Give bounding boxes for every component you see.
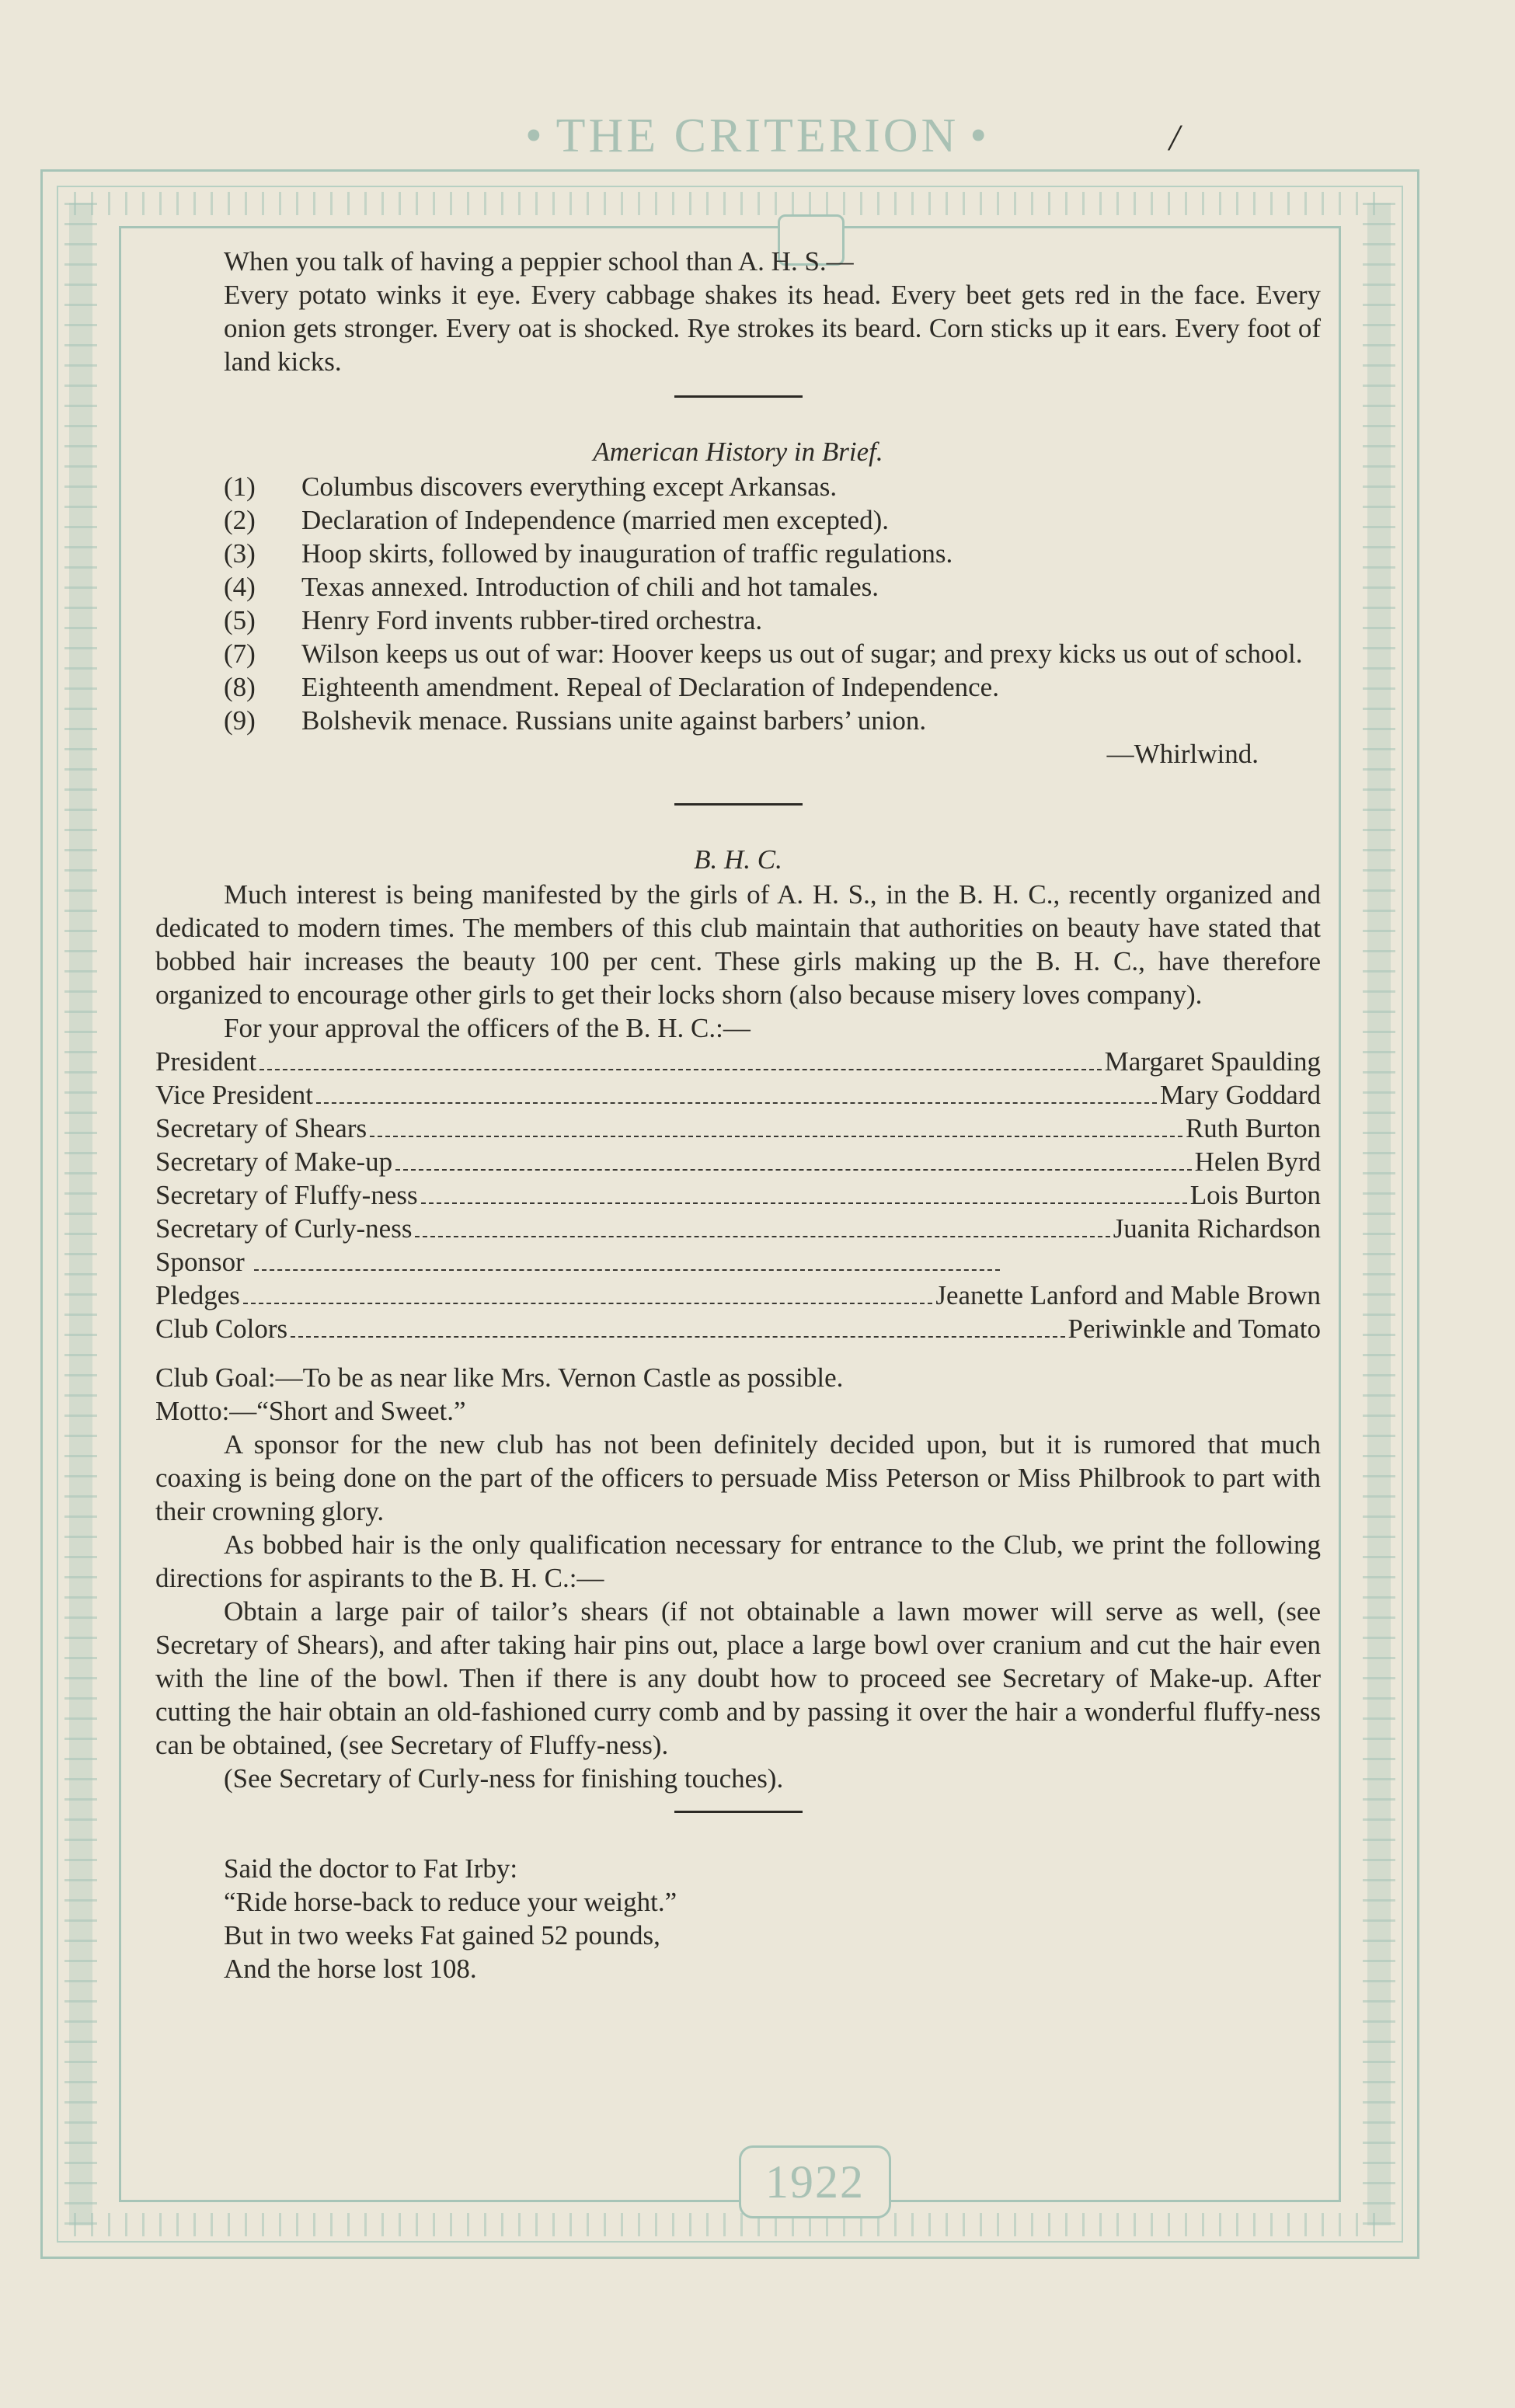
club-goal: Club Goal:—To be as near like Mrs. Vernon Castle as possible. bbox=[155, 1362, 844, 1393]
frame-band-left bbox=[64, 203, 97, 2225]
item-text: Declaration of Independence (married men excepted). bbox=[301, 505, 889, 535]
officer-row bbox=[155, 1245, 1321, 1279]
list-item bbox=[155, 537, 1321, 570]
officer-name: Ruth Burton bbox=[1185, 1113, 1321, 1143]
item-number: (5) bbox=[224, 605, 256, 635]
year-cartouche bbox=[739, 2145, 891, 2218]
list-item bbox=[155, 704, 1321, 737]
spacer bbox=[155, 1345, 1321, 1361]
officer-role: Pledges bbox=[155, 1280, 240, 1310]
dotted-leader bbox=[415, 1236, 1109, 1237]
bhc-paragraph-directions: Obtain a large pair of tailor’s shears (if not obtainable a lawn mower will serve as well, (see Secretary of Shears), and after taking hair pins out, place a large bowl over cranium and cut the hair even with the line of the bowl. Then if there is any doubt how to proceed see Secretary of Make-up. After cutting the hair obtain an old-fashioned curry comb and by passing it over the hair a wonderful fluffy-ness can be obtained, (see Secretary of Fluffy-ness). bbox=[155, 1596, 1321, 1760]
dotted-leader bbox=[316, 1102, 1157, 1104]
list-item bbox=[155, 470, 1321, 503]
officer-name: Juanita Richardson bbox=[1113, 1213, 1321, 1244]
club-motto: Motto:—“Short and Sweet.” bbox=[155, 1396, 466, 1426]
officer-role: Vice President bbox=[155, 1080, 313, 1110]
dotted-leader bbox=[254, 1269, 1000, 1271]
bhc-paragraph-sponsor: A sponsor for the new club has not been definitely decided upon, but it is rumored that much coaxing is being done on the part of the officers to persuade Miss Peterson or Miss Philbrook to part with their crowning glory. bbox=[155, 1429, 1321, 1526]
officer-name: Mary Goddard bbox=[1159, 1080, 1321, 1110]
page-content bbox=[155, 245, 1321, 1985]
officer-row bbox=[155, 1145, 1321, 1178]
dotted-leader bbox=[421, 1202, 1187, 1204]
officer-row bbox=[155, 1112, 1321, 1145]
officer-name: Jeanette Lanford and Mable Brown bbox=[935, 1280, 1321, 1310]
officer-name: Periwinkle and Tomato bbox=[1067, 1314, 1321, 1344]
frame-band-bottom bbox=[74, 2213, 1386, 2236]
list-item bbox=[155, 670, 1321, 704]
joke-body: Every potato winks it eye. Every cabbage shakes its head. Every beet gets red in the face. Every onion gets stronger. Every oat is shocked. Rye strokes its beard. Corn sticks up it ears. Every foot of land kicks. bbox=[224, 280, 1321, 377]
history-attribution: —Whirlwind. bbox=[1106, 739, 1259, 769]
section-divider bbox=[674, 1811, 803, 1813]
frame-band-top bbox=[74, 192, 1386, 215]
dotted-leader bbox=[259, 1069, 1101, 1070]
poem-line: But in two weeks Fat gained 52 pounds, bbox=[224, 1920, 660, 1950]
poem-line: “Ride horse-back to reduce your weight.” bbox=[224, 1887, 677, 1917]
item-number: (3) bbox=[224, 538, 256, 569]
publication-title: • THE CRITERION • bbox=[524, 110, 991, 162]
item-text: Hoop skirts, followed by inauguration of traffic regulations. bbox=[301, 538, 953, 569]
item-number: (8) bbox=[224, 672, 256, 702]
poem bbox=[155, 1852, 1321, 1985]
bhc-intro: Much interest is being manifested by the girls of A. H. S., in the B. H. C., recently organized and dedicated to modern times. The members of this club maintain that authorities on beauty have stated that bobbed hair increases the beauty 100 per cent. These girls making up the B. H. C., have therefore organized to encourage other girls to get their locks shorn (also because misery loves company). bbox=[155, 879, 1321, 1010]
poem-line: Said the doctor to Fat Irby: bbox=[224, 1853, 518, 1884]
officer-row bbox=[155, 1212, 1321, 1245]
item-text: Henry Ford invents rubber-tired orchestra. bbox=[301, 605, 763, 635]
officer-role: Secretary of Shears bbox=[155, 1113, 367, 1143]
bhc-approval: For your approval the officers of the B. H. C.:— bbox=[224, 1013, 751, 1043]
bhc-paragraph-finishing: (See Secretary of Curly-ness for finishing touches). bbox=[224, 1763, 784, 1794]
officer-name: Margaret Spaulding bbox=[1104, 1046, 1321, 1077]
dotted-leader bbox=[395, 1169, 1192, 1171]
officer-role: Club Colors bbox=[155, 1314, 288, 1344]
dotted-leader bbox=[291, 1336, 1064, 1338]
joke-intro: When you talk of having a peppier school than A. H. S.— bbox=[224, 246, 854, 277]
item-number: (1) bbox=[224, 472, 256, 502]
item-text: Bolshevik menace. Russians unite against barbers’ union. bbox=[301, 705, 927, 736]
officer-role: Secretary of Fluffy-ness bbox=[155, 1180, 418, 1210]
item-number: (4) bbox=[224, 572, 256, 602]
item-number: (2) bbox=[224, 505, 256, 535]
dotted-leader bbox=[370, 1136, 1182, 1137]
list-item bbox=[155, 637, 1321, 670]
history-title: American History in Brief. bbox=[593, 437, 883, 467]
publication-title-text: THE CRITERION bbox=[556, 110, 960, 162]
officer-name: Helen Byrd bbox=[1194, 1147, 1321, 1177]
frame-band-right bbox=[1363, 203, 1395, 2225]
list-item bbox=[155, 570, 1321, 604]
section-divider bbox=[674, 803, 803, 806]
officer-name: Lois Burton bbox=[1189, 1180, 1321, 1210]
officer-role: Secretary of Make-up bbox=[155, 1147, 393, 1177]
item-number: (7) bbox=[224, 639, 256, 669]
officer-role: President bbox=[155, 1046, 257, 1077]
officer-role: Secretary of Curly-ness bbox=[155, 1213, 413, 1244]
officer-row bbox=[155, 1045, 1321, 1078]
officer-row bbox=[155, 1078, 1321, 1112]
page-mark: / bbox=[1169, 117, 1180, 158]
bhc-title: B. H. C. bbox=[694, 844, 782, 875]
poem-line: And the horse lost 108. bbox=[224, 1954, 477, 1984]
year-label: 1922 bbox=[765, 2156, 865, 2208]
list-item bbox=[155, 604, 1321, 637]
officer-list bbox=[155, 1045, 1321, 1345]
item-text: Texas annexed. Introduction of chili and hot tamales. bbox=[301, 572, 879, 602]
bhc-paragraph-qualification: As bobbed hair is the only qualification necessary for entrance to the Club, we print the following directions for aspirants to the B. H. C.:— bbox=[155, 1529, 1321, 1593]
section-divider bbox=[674, 395, 803, 398]
item-text: Wilson keeps us out of war: Hoover keeps us out of sugar; and prexy kicks us out of school. bbox=[301, 639, 1303, 669]
officer-row bbox=[155, 1279, 1321, 1312]
officer-row bbox=[155, 1178, 1321, 1212]
list-item bbox=[155, 503, 1321, 537]
officer-role: Sponsor bbox=[155, 1247, 245, 1277]
item-text: Columbus discovers everything except Arkansas. bbox=[301, 472, 838, 502]
dotted-leader bbox=[243, 1303, 932, 1304]
page-header bbox=[0, 109, 1515, 164]
history-list bbox=[155, 470, 1321, 737]
item-text: Eighteenth amendment. Repeal of Declaration of Independence. bbox=[301, 672, 999, 702]
item-number: (9) bbox=[224, 705, 256, 736]
officer-row bbox=[155, 1312, 1321, 1345]
